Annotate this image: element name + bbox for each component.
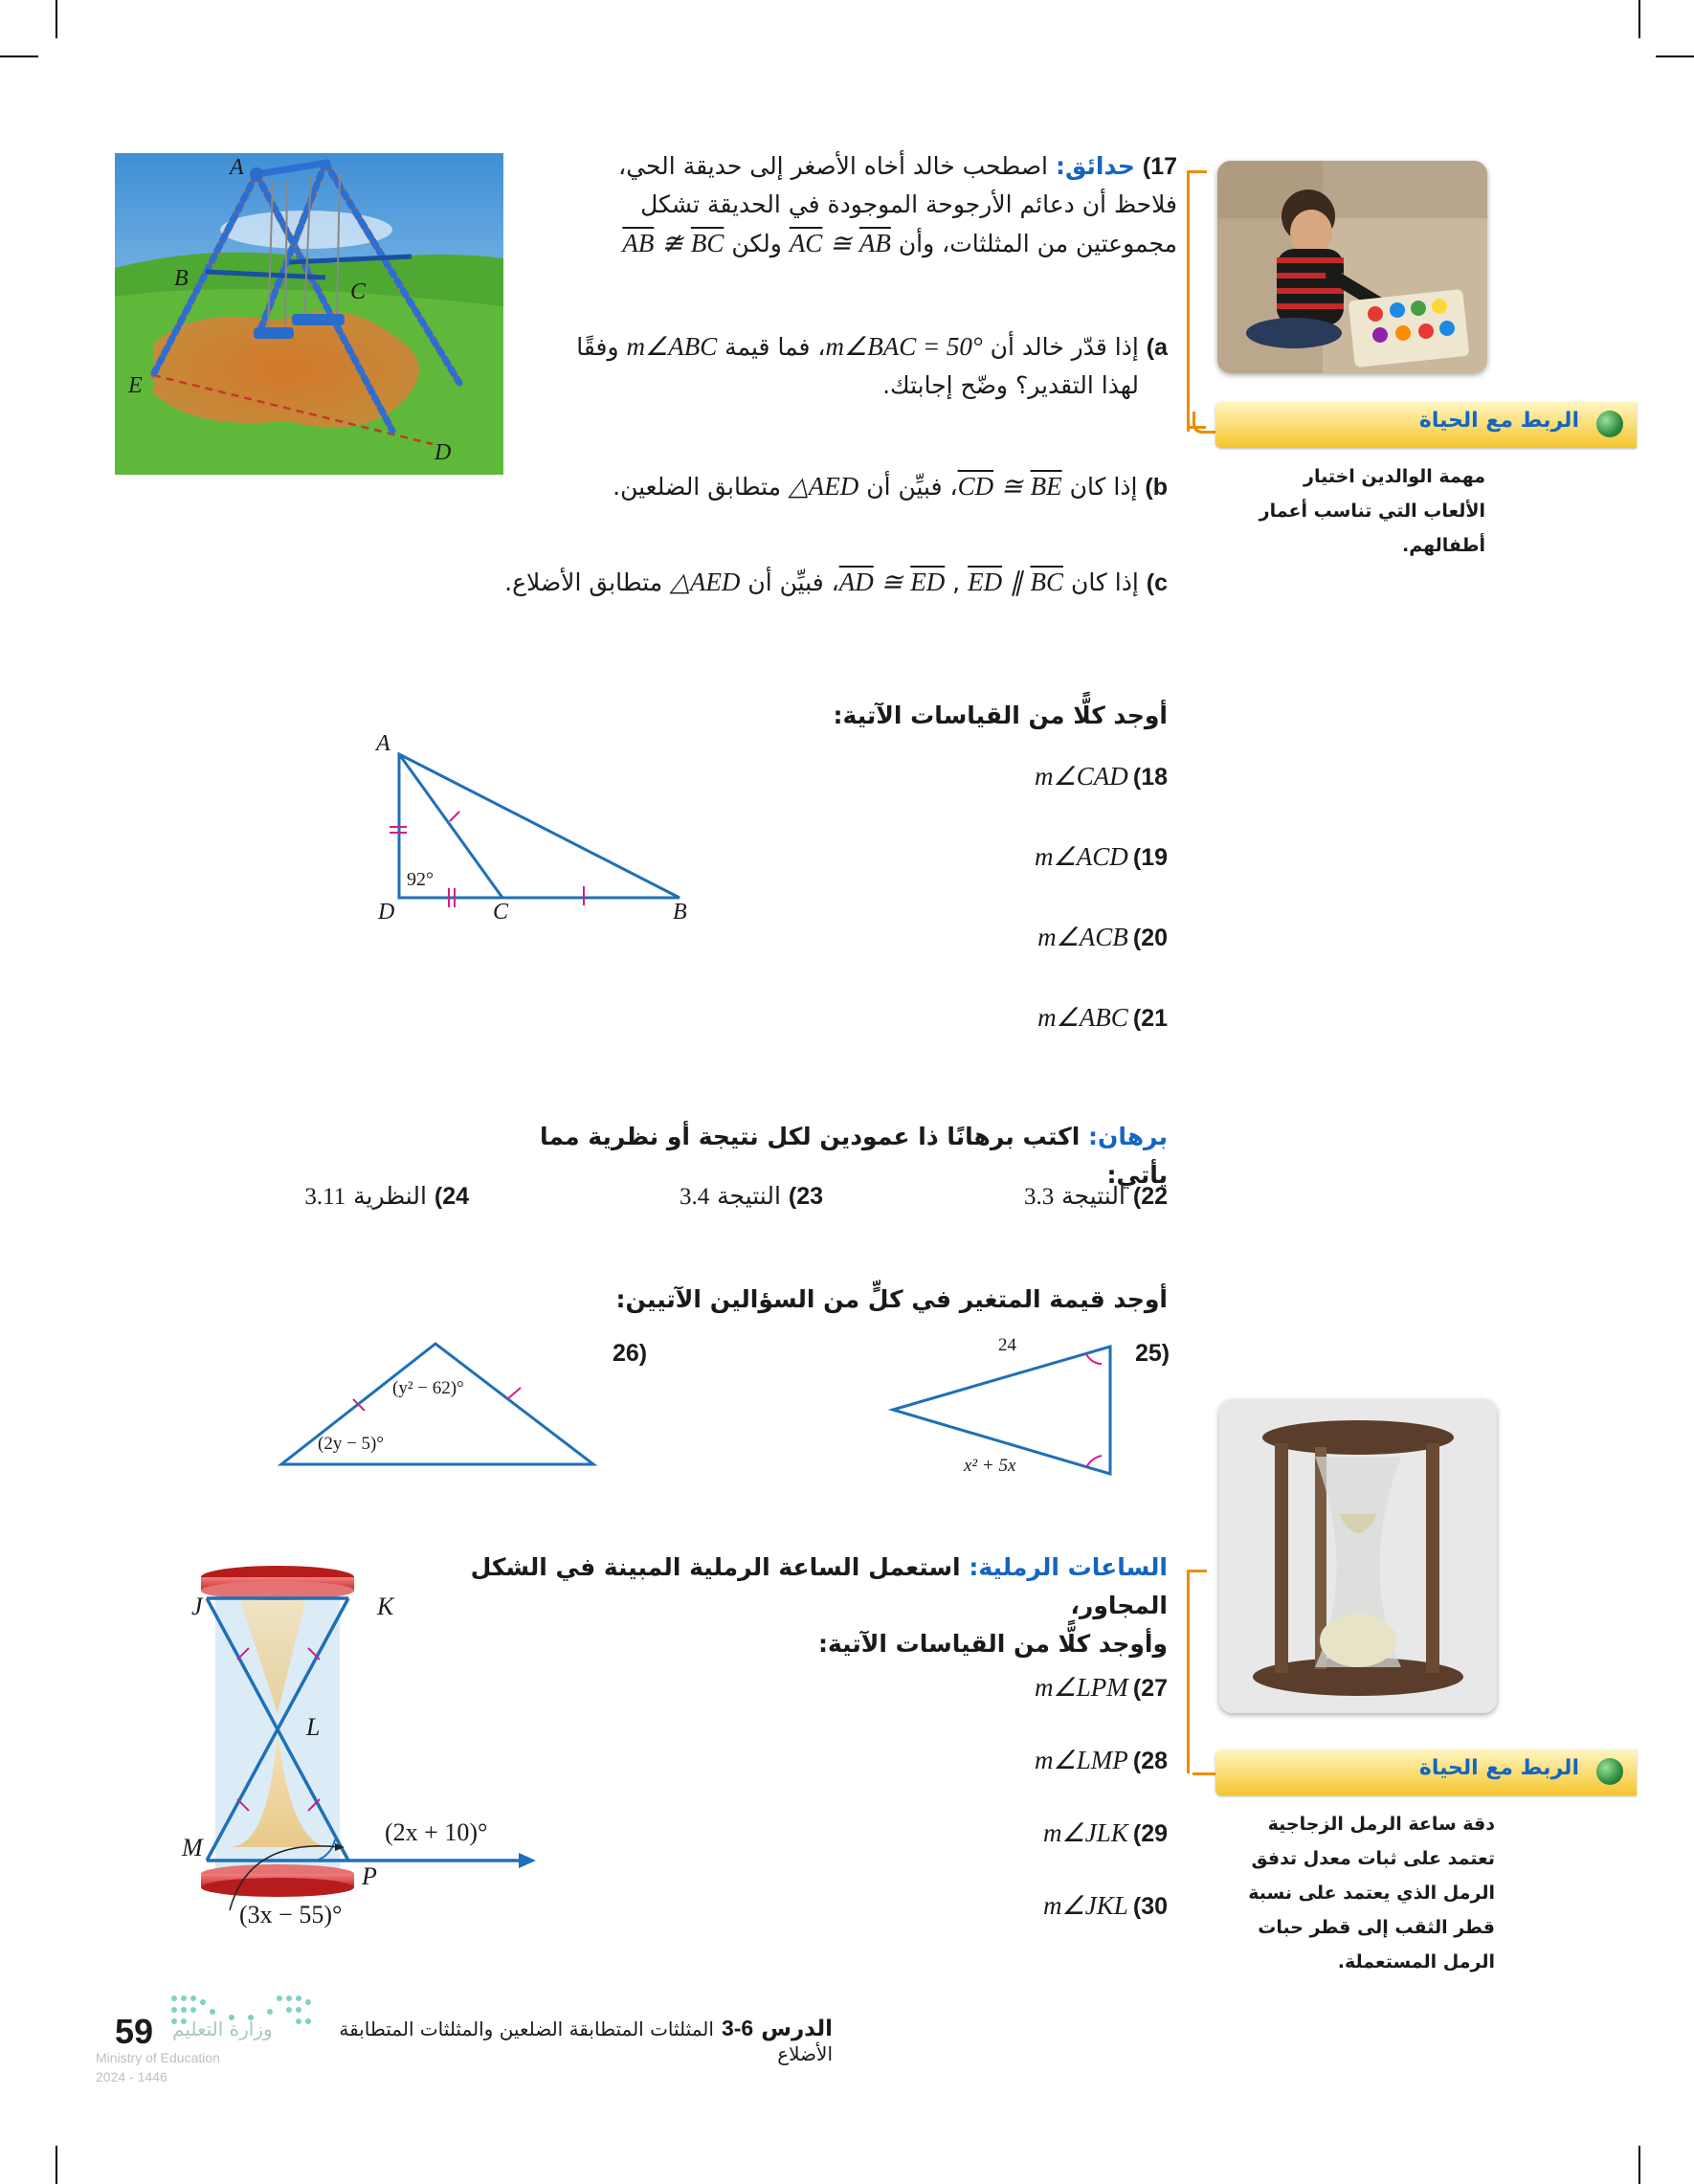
item-number: 29) xyxy=(1132,1820,1168,1847)
q17b-label: b) xyxy=(1145,474,1168,501)
q17a-math: m∠BAC = 50° xyxy=(825,332,983,361)
crop-mark xyxy=(0,56,38,57)
triangle-aed: △AED xyxy=(670,568,741,596)
footer-lesson xyxy=(287,2016,833,2066)
hourglass-bracket xyxy=(1187,1570,1207,1773)
find-measures-heading: أوجد كلًّا من القياسات الآتية: xyxy=(833,702,1168,729)
q17b-text: ، فبيِّن أن xyxy=(866,473,958,501)
child-puzzle-photo xyxy=(1217,161,1487,373)
tri-label-d: D xyxy=(378,900,395,925)
globe-icon xyxy=(1596,411,1623,437)
hourglass-label-p: P xyxy=(362,1862,377,1890)
life1-text xyxy=(1208,459,1485,563)
swing-label-a: A xyxy=(230,155,244,180)
segment-bc: BC xyxy=(1030,568,1063,596)
swing-label-e: E xyxy=(128,373,143,398)
q17a-text: ، فما قيمة xyxy=(724,333,826,361)
crop-mark xyxy=(1638,2146,1640,2184)
hourglass-diagram xyxy=(172,1560,555,1943)
life1-connector xyxy=(1192,412,1218,434)
q26-left-angle: (2y − 5)° xyxy=(318,1434,384,1454)
hourglass-label-l: L xyxy=(306,1713,321,1741)
item-expr: m∠ACB xyxy=(1037,923,1128,951)
tri-label-c: C xyxy=(493,900,509,925)
item-expr: m∠JLK xyxy=(1043,1818,1128,1847)
hourglass-tag: الساعات الرملية: xyxy=(969,1553,1168,1581)
life2-line: قطر الثقب إلى قطر حبات xyxy=(1258,1917,1495,1938)
footer-lesson-word: الدرس xyxy=(761,2017,833,2041)
q17-number: 17) xyxy=(1142,153,1177,180)
parallel-symbol: ∥ xyxy=(1010,568,1023,596)
life1-line: مهمة الوالدين اختيار xyxy=(1304,466,1485,487)
footer-ministry-ar: وزارة التعليم xyxy=(172,2017,273,2040)
hourglass-line2: وأوجد كلًّا من القياسات الآتية: xyxy=(818,1630,1168,1658)
proof-text: اكتب برهانًا ذا عمودين لكل نتيجة أو نظرية مما يأتي: xyxy=(540,1123,1168,1189)
segment-ab: AB xyxy=(622,229,655,257)
tri-label-a: A xyxy=(376,731,390,756)
q17c-text: ، فبيِّن أن xyxy=(747,568,839,596)
globe-icon xyxy=(1596,1758,1623,1785)
item-number: 22) xyxy=(1132,1183,1168,1210)
q17-block xyxy=(536,147,1177,263)
q17a xyxy=(421,327,1168,405)
item-number: 30) xyxy=(1132,1893,1168,1920)
item-number: 21) xyxy=(1132,1005,1168,1032)
life-connection-ribbon-2 xyxy=(1215,1749,1637,1795)
q26-top-angle: (y² − 62)° xyxy=(392,1378,464,1398)
footer-lesson-number: 3-6 xyxy=(721,2016,754,2040)
segment-ed: ED xyxy=(968,568,1003,596)
q25-top-label: 24 xyxy=(998,1335,1016,1355)
item-number: 28) xyxy=(1132,1748,1168,1774)
hourglass-label-j: J xyxy=(191,1593,203,1620)
footer-lesson-title: المثلثات المتطابقة الضلعين والمثلثات المتطابقة الأضلاع xyxy=(339,2017,833,2065)
q17-line2: فلاحظ أن دعائم الأرجوحة الموجودة في الحديقة تشكل xyxy=(640,190,1177,218)
life2-ribbon-label: الربط مع الحياة xyxy=(1418,1756,1579,1780)
q26-number: 26) xyxy=(613,1340,648,1367)
item-number: 19) xyxy=(1132,844,1168,871)
item-value: 3.11 xyxy=(304,1184,346,1210)
item-number: 20) xyxy=(1132,925,1168,951)
q17c-text: إذا كان xyxy=(1070,568,1139,596)
q17a-text: إذا قدّر خالد أن xyxy=(990,333,1139,361)
proof-item xyxy=(239,1177,469,1216)
hourglass-label-m: M xyxy=(182,1834,203,1861)
q25-number: 25) xyxy=(1135,1340,1170,1367)
life1-ribbon-label: الربط مع الحياة xyxy=(1418,409,1579,433)
not-congruent-symbol: ≇ xyxy=(661,229,683,257)
q17-line1: اصطحب خالد أخاه الأصغر إلى حديقة الحي، xyxy=(618,152,1048,180)
hourglass-photo xyxy=(1219,1399,1497,1713)
measure-item xyxy=(976,842,1168,872)
item-value: 3.4 xyxy=(679,1184,710,1210)
segment-ab: AB xyxy=(858,229,891,257)
q17b-text: متطابق الضلعين. xyxy=(613,473,782,501)
item-expr: m∠ACD xyxy=(1035,842,1128,871)
congruent-symbol: ≅ xyxy=(880,568,903,596)
life-connection-ribbon-1 xyxy=(1215,402,1637,448)
hourglass-label-k: K xyxy=(377,1593,394,1620)
proof-item xyxy=(957,1177,1168,1216)
q25-bottom-label: x² + 5x xyxy=(964,1456,1016,1476)
q17a-text: وفقًا xyxy=(576,333,619,361)
measure-item xyxy=(976,923,1168,952)
swing-label-b: B xyxy=(174,266,189,291)
q17-tag: حدائق: xyxy=(1055,152,1135,180)
measure-item xyxy=(976,1891,1168,1921)
congruent-symbol: ≅ xyxy=(830,229,852,257)
q17-bracket xyxy=(1187,170,1207,432)
item-number: 24) xyxy=(434,1183,469,1210)
item-label: النتيجة xyxy=(717,1182,781,1210)
tri-angle-92: 92° xyxy=(407,869,434,890)
measure-item xyxy=(976,1746,1168,1775)
item-number: 23) xyxy=(788,1183,823,1210)
segment-ed: ED xyxy=(910,568,946,596)
item-expr: m∠LMP xyxy=(1035,1746,1128,1774)
triangle-abcd-figure xyxy=(368,731,694,936)
footer-ministry-en: Ministry of Education xyxy=(96,2050,220,2065)
life2-line: الرمل المستعملة. xyxy=(1337,1951,1495,1972)
life1-line: أطفالهم. xyxy=(1401,535,1485,556)
item-expr: m∠ABC xyxy=(1037,1003,1128,1032)
item-expr: m∠JKL xyxy=(1043,1891,1128,1920)
hourglass-angle-bottom: (3x − 55)° xyxy=(239,1901,343,1928)
q17c-label: c) xyxy=(1146,569,1168,596)
life2-text xyxy=(1208,1807,1495,1979)
q17-line3: مجموعتين من المثلثات، وأن xyxy=(898,230,1177,257)
life1-line: الألعاب التي تناسب أعمار xyxy=(1259,501,1485,522)
measure-item xyxy=(976,1003,1168,1033)
crop-mark xyxy=(1656,56,1694,57)
hourglass-heading xyxy=(459,1549,1168,1663)
segment-be: BE xyxy=(1030,472,1062,501)
item-expr: m∠CAD xyxy=(1035,762,1128,791)
swing-set-illustration xyxy=(115,153,503,475)
segment-cd: CD xyxy=(957,472,994,501)
crop-mark xyxy=(1638,0,1640,38)
footer-page-number: 59 xyxy=(115,2012,154,2051)
congruent-symbol: ≅ xyxy=(1001,472,1023,501)
q17a-label: a) xyxy=(1146,334,1168,361)
q17c-text: متطابق الأضلاع. xyxy=(504,568,663,596)
triangle-aed: △AED xyxy=(789,472,859,501)
swing-label-d: D xyxy=(435,440,452,465)
item-expr: m∠LPM xyxy=(1035,1673,1128,1702)
q17b xyxy=(421,467,1168,506)
life2-line: تعتمد على ثبات معدل تدفق xyxy=(1251,1848,1495,1869)
q17-but: ولكن xyxy=(731,230,782,257)
q17a-math2: m∠ABC xyxy=(626,332,718,361)
swing-label-c: C xyxy=(350,279,367,304)
segment-ad: AD xyxy=(838,568,874,596)
measure-item xyxy=(976,1818,1168,1848)
measure-item xyxy=(976,1673,1168,1703)
segment-ac: AC xyxy=(789,229,823,257)
hourglass-line1: استعمل الساعة الرملية المبينة في الشكل المجاور، xyxy=(470,1553,1168,1619)
tri-label-b: B xyxy=(673,900,687,925)
hourglass-angle-right: (2x + 10)° xyxy=(385,1818,488,1846)
crop-mark xyxy=(56,2146,57,2184)
measure-item xyxy=(976,762,1168,791)
footer-year: 2024 - 1446 xyxy=(96,2069,167,2084)
q25-triangle-figure xyxy=(885,1335,1115,1488)
segment-bc: BC xyxy=(690,229,724,257)
variable-heading: أوجد قيمة المتغير في كلٍّ من السؤالين الآتيين: xyxy=(615,1285,1168,1313)
item-label: النظرية xyxy=(353,1182,427,1210)
crop-mark xyxy=(56,0,57,38)
q26-triangle-figure xyxy=(278,1340,603,1474)
q17b-text: إذا كان xyxy=(1069,473,1138,501)
item-number: 27) xyxy=(1132,1675,1168,1702)
proof-tag: برهان: xyxy=(1088,1123,1168,1150)
life2-line: الرمل الذي يعتمد على نسبة xyxy=(1248,1883,1495,1904)
q17c: c) إذا كان AD ≅ ED , ED ∥ BC، فبيِّن أن △AED متطابق الأضلاع. xyxy=(504,568,1168,596)
item-value: 3.3 xyxy=(1023,1184,1055,1210)
proof-item xyxy=(593,1177,823,1216)
q17a-line2: لهذا التقدير؟ وضّح إجابتك. xyxy=(882,371,1139,399)
item-label: النتيجة xyxy=(1061,1182,1126,1210)
item-number: 18) xyxy=(1132,764,1168,791)
life2-line: دقة ساعة الرمل الزجاجية xyxy=(1267,1814,1495,1835)
